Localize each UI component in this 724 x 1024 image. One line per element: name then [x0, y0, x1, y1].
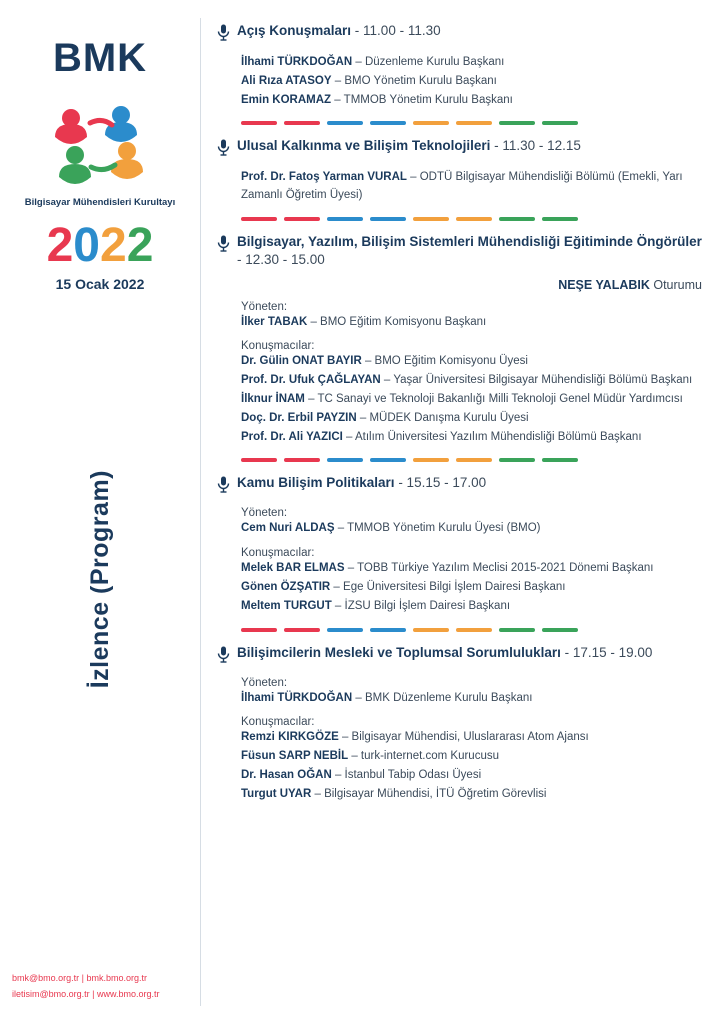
separator-dash	[413, 121, 449, 125]
separator-dash	[456, 217, 492, 221]
participant-row	[241, 169, 708, 205]
separator-dash	[327, 628, 363, 632]
role-label: Konuşmacılar:	[241, 340, 315, 353]
brand-title: BMK	[52, 36, 148, 80]
session-time: - 17.15 - 19.00	[560, 644, 653, 660]
participant-role: – Yaşar Üniversitesi Bilgisayar Mühendisliği Bölümü Başkanı	[380, 374, 693, 387]
separator-dash	[241, 458, 277, 462]
participant-name: Prof. Dr. Fatoş Yarman VURAL	[241, 171, 407, 184]
role-label: Yöneten:	[241, 507, 288, 520]
program-sessions-column	[201, 0, 724, 1024]
participant-name: Füsun SARP NEBİL	[241, 750, 349, 763]
participant-row	[241, 767, 708, 785]
color-separator	[241, 217, 708, 221]
separator-dash	[284, 458, 320, 462]
participant-role: – BMO Eğitim Komisyonu Üyesi	[361, 355, 528, 368]
separator-dash	[241, 628, 277, 632]
participant-row	[241, 520, 708, 538]
participant-row	[241, 73, 708, 91]
color-separator	[241, 458, 708, 462]
separator-dash	[499, 217, 535, 221]
session-time: - 12.30 - 15.00	[237, 252, 325, 268]
participant-role: – Bilgisayar Mühendisi, Uluslararası Atom Ajansı	[338, 731, 589, 744]
program-session	[217, 474, 708, 615]
session-body	[217, 507, 708, 615]
participant-row	[241, 353, 708, 371]
separator-dash	[327, 217, 363, 221]
color-separator	[241, 628, 708, 632]
participant-row	[241, 598, 708, 616]
separator-dash	[284, 121, 320, 125]
separator-dash	[499, 458, 535, 462]
participant-role: – MÜDEK Danışma Kurulu Üyesi	[356, 411, 529, 424]
session-note	[217, 278, 702, 292]
participant-row	[241, 92, 708, 110]
session-time: - 11.00 - 11.30	[351, 23, 441, 38]
separator-dash	[499, 628, 535, 632]
year-2022	[0, 219, 200, 272]
participant-row	[241, 560, 708, 578]
contact-block	[12, 971, 160, 1002]
session-header	[217, 22, 708, 46]
event-date: 15 Ocak 2022	[55, 276, 145, 292]
contact-line-2: iletisim@bmo.org.tr | www.bmo.org.tr	[12, 988, 160, 999]
participant-role: – Düzenleme Kurulu Başkanı	[352, 56, 505, 68]
session-body	[217, 301, 708, 447]
participant-name: Emin KORAMAZ	[241, 93, 332, 106]
session-header	[217, 644, 708, 668]
program-session	[217, 233, 708, 446]
participant-name: İlhami TÜRKDOĞAN	[241, 56, 353, 68]
participant-name: Doç. Dr. Erbil PAYZIN	[241, 411, 357, 424]
session-header	[217, 233, 708, 269]
participant-name: Prof. Dr. Ufuk ÇAĞLAYAN	[241, 374, 381, 387]
separator-dash	[370, 121, 406, 125]
separator-dash	[542, 217, 578, 221]
separator-dash	[456, 121, 492, 125]
session-body	[217, 54, 708, 109]
separator-dash	[542, 628, 578, 632]
participant-role: – Ege Üniversitesi Bilgi İşlem Dairesi Başkanı	[330, 581, 566, 593]
vertical-program-title	[0, 470, 200, 693]
session-title	[237, 474, 486, 492]
participant-role: – TMMOB Yönetim Kurulu Başkanı	[331, 93, 513, 106]
session-body	[217, 677, 708, 804]
separator-dash	[241, 121, 277, 125]
session-title	[237, 22, 441, 40]
participant-role: – Atılım Üniversitesi Yazılım Mühendisliği Bölümü Başkanı	[342, 430, 642, 443]
role-label: Konuşmacılar:	[241, 716, 315, 729]
participant-name: Remzi KIRKGÖZE	[241, 731, 339, 744]
separator-dash	[370, 217, 406, 221]
participant-name: İlker TABAK	[241, 315, 308, 328]
participant-name: Gönen ÖZŞATIR	[241, 581, 331, 593]
participant-name: Prof. Dr. Ali YAZICI	[241, 430, 343, 443]
year-digit-4: 2	[126, 219, 154, 272]
participant-name: Dr. Hasan OĞAN	[241, 769, 332, 782]
session-note-suffix: Oturumu	[649, 277, 702, 292]
session-note-name: NEŞE YALABIK	[558, 277, 650, 292]
brand-subtitle: Bilgisayar Mühendisleri Kurultayı	[24, 197, 176, 208]
microphone-icon	[217, 24, 230, 46]
separator-dash	[413, 217, 449, 221]
separator-dash	[542, 458, 578, 462]
participant-role: – Bilgisayar Mühendisi, İTÜ Öğretim Görevlisi	[311, 787, 547, 800]
microphone-icon	[217, 476, 230, 498]
participant-name: Dr. Gülin ONAT BAYIR	[241, 355, 362, 368]
separator-dash	[413, 458, 449, 462]
year-digit-1: 2	[46, 219, 74, 272]
microphone-icon	[217, 139, 230, 161]
session-header	[217, 137, 708, 161]
participant-role: – İstanbul Tabip Odası Üyesi	[331, 769, 482, 782]
participant-role: – turk-internet.com Kurucusu	[348, 750, 499, 763]
session-title-text: Açış Konuşmaları	[237, 23, 352, 38]
separator-dash	[327, 121, 363, 125]
microphone-icon	[217, 646, 230, 668]
separator-dash	[370, 628, 406, 632]
participant-row	[241, 579, 708, 597]
separator-dash	[327, 458, 363, 462]
participant-name: Melek BAR ELMAS	[241, 562, 345, 575]
session-title	[237, 644, 652, 662]
participant-role: – İZSU Bilgi İşlem Dairesi Başkanı	[331, 599, 511, 612]
vertical-program-title-text: İzlence (Program)	[85, 470, 114, 689]
participant-name: İlknur İNAM	[241, 392, 305, 405]
participant-name: Ali Rıza ATASOY	[241, 74, 332, 87]
participant-row	[241, 690, 708, 708]
contact-line-1: bmk@bmo.org.tr | bmk.bmo.org.tr	[12, 973, 148, 984]
separator-dash	[542, 121, 578, 125]
separator-dash	[284, 217, 320, 221]
role-label: Yöneten:	[241, 676, 288, 689]
participant-role: – ODTÜ Bilgisayar Mühendisliği Bölümü (Emekli, Yarı Zamanlı Öğretim Üyesi)	[241, 171, 683, 202]
role-label: Yöneten:	[241, 300, 288, 313]
separator-dash	[241, 217, 277, 221]
participant-role: – TC Sanayi ve Teknoloji Bakanlığı Milli Teknoloji Genel Müdür Yardımcısı	[304, 392, 683, 405]
people-circle-logo	[35, 93, 165, 193]
year-digit-3: 2	[100, 219, 127, 272]
program-session	[217, 644, 708, 804]
participant-row	[241, 786, 708, 804]
participant-name: Cem Nuri ALDAŞ	[241, 522, 335, 535]
role-label: Konuşmacılar:	[241, 547, 315, 560]
participant-row	[241, 391, 708, 409]
participant-role: – BMO Yönetim Kurulu Başkanı	[331, 74, 497, 87]
color-separator	[241, 121, 708, 125]
participant-row	[241, 314, 708, 332]
microphone-icon	[217, 235, 230, 257]
session-title-text: Bilgisayar, Yazılım, Bilişim Sistemleri Mühendisliği Eğitiminde Öngörüler	[237, 234, 702, 250]
separator-dash	[456, 458, 492, 462]
program-session	[217, 137, 708, 205]
session-title	[237, 233, 708, 269]
session-time: - 15.15 - 17.00	[394, 475, 487, 491]
participant-role: – BMO Eğitim Komisyonu Başkanı	[307, 315, 487, 328]
session-title	[237, 137, 581, 155]
participant-name: Meltem TURGUT	[241, 599, 332, 612]
participant-row	[241, 429, 708, 447]
participant-name: Turgut UYAR	[241, 787, 312, 800]
session-time: - 11.30 - 12.15	[490, 138, 581, 154]
participant-row	[241, 748, 708, 766]
session-title-text: Ulusal Kalkınma ve Bilişim Teknolojileri	[237, 138, 491, 154]
year-digit-2: 0	[73, 219, 100, 272]
participant-role: – BMK Düzenleme Kurulu Başkanı	[352, 691, 533, 704]
separator-dash	[456, 628, 492, 632]
separator-dash	[284, 628, 320, 632]
participant-row	[241, 410, 708, 428]
session-header	[217, 474, 708, 498]
left-branding-column	[0, 0, 200, 1024]
session-title-text: Bilişimcilerin Mesleki ve Toplumsal Sorumlulukları	[237, 644, 561, 660]
program-session	[217, 22, 708, 109]
session-body	[217, 169, 708, 205]
participant-row	[241, 372, 708, 390]
separator-dash	[499, 121, 535, 125]
participant-row	[241, 729, 708, 747]
separator-dash	[413, 628, 449, 632]
participant-role: – TOBB Türkiye Yazılım Meclisi 2015-2021 Dönemi Başkanı	[344, 562, 654, 575]
session-title-text: Kamu Bilişim Politikaları	[237, 475, 395, 491]
participant-name: İlhami TÜRKDOĞAN	[241, 691, 353, 704]
participant-role: – TMMOB Yönetim Kurulu Üyesi (BMO)	[334, 522, 541, 535]
separator-dash	[370, 458, 406, 462]
participant-row	[241, 54, 708, 72]
